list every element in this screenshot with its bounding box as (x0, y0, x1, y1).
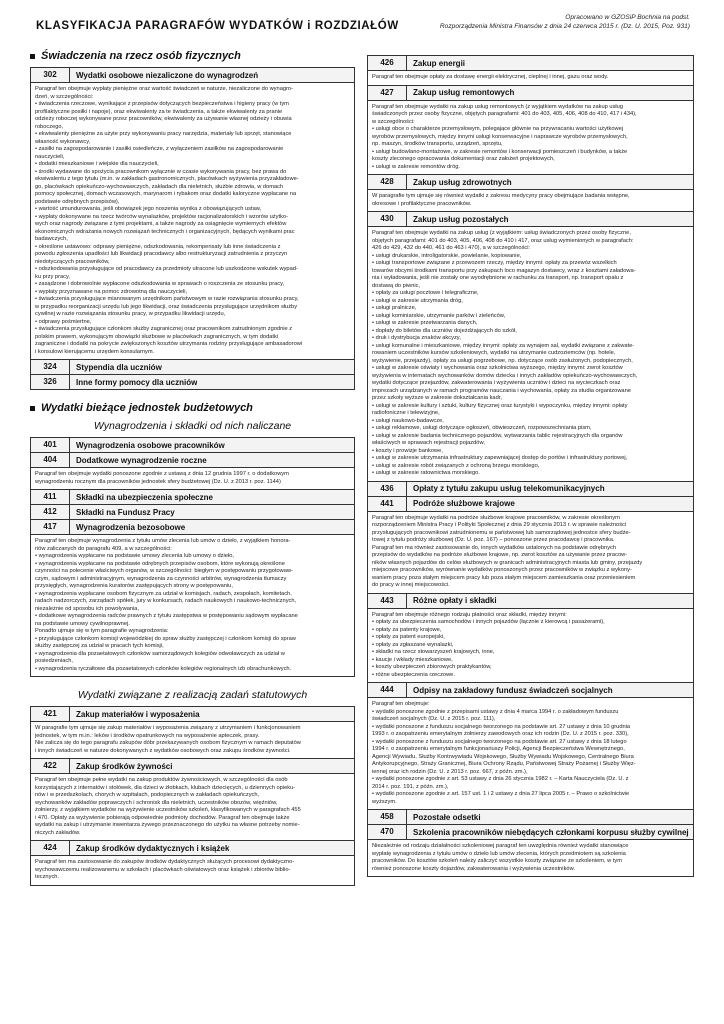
description-line: • opłaty za ubezpieczenia samochodów i innych pojazdów (łącznie z kierowcą i pasażerami), (372, 619, 605, 625)
description-line: korzystających z internatów i stołówek, dla dzieci w żłobkach, klubach dziecięcych, u dziennych opieku- (35, 784, 296, 791)
paragraph-code: 441 (368, 497, 407, 511)
description-line: • usługi komunalne i mieszkaniowe, między innymi: opłaty za wynajem sal, wydatki związane z zakwate- (372, 342, 635, 349)
paragraph-code: 436 (368, 482, 407, 496)
paragraph-code: 401 (31, 438, 70, 452)
description-line: rowaniem uczestników kursów szkoleniowych, wydatki na utrzymanie cudzoziemców (np. hotele, (372, 350, 616, 356)
description-line: nia i wyładowania, jeśli nie zostały one wyodrębnione w rachunku za transport, np. transport opału z (372, 275, 624, 281)
description-line: nauczycieli, (35, 153, 65, 160)
paragraph-name: Zakup środków dydaktycznych i książek (76, 843, 230, 853)
description-line: • usługi naukowo-badawcze, (372, 417, 444, 424)
paragraph-code: 302 (31, 68, 70, 82)
description-line: przysięgłych, wynagrodzenia kuratorów zastępujących strony w postępowaniu, (35, 583, 233, 589)
description-line: Nie zalicza się do tego paragrafu zakupów dóbr przekazywanych osobom fizycznym w ramach deputatów (35, 740, 301, 746)
description-line: czym, sądowym i administracyjnym, wynagrodzenia za czynności arbitrów, wynagrodzenia tłumaczy (35, 575, 287, 582)
paragraph-description (30, 534, 355, 677)
description-line: • wydatki ponoszone z funduszu socjalnego tworzonego na podstawie art. 27 ustawy z dnia 10 grudnia (372, 723, 631, 730)
paragraph-code: 426 (368, 56, 407, 70)
paragraph-description (30, 773, 355, 841)
description-line: przez szkoły wyższe w zakresie dokształcania kadr, (372, 395, 502, 401)
description-line: • usługi w zakresie remontów dróg. (372, 163, 460, 170)
paragraph-code: 421 (31, 707, 70, 721)
paragraph-code: 424 (31, 841, 70, 855)
description-line: Paragraf ten obejmuje wypłaty pieniężne oraz wartość świadczeń w naturze, niezaliczone do wynagro- (35, 86, 293, 92)
description-line: ników własnych pojazdów do celów służbowych w granicach administracyjnych miasta lub gminy, przejazdy (372, 559, 643, 566)
description-line: wyższym. (372, 798, 397, 805)
header-note (440, 14, 690, 31)
description-line: wypłatę wynagrodzenia z tytułu umów o dzieło lub umów zlecenia, których przedmiotem są szkolenia (372, 850, 626, 857)
description-line: Paragraf ten obejmuje pełne wydatki na zakup produktów żywnościowych, w szczególności dla osób (35, 777, 288, 783)
description-line: iennej oraz ich rodzin (Dz. U. z 2013 r. poz. 667, z późn. zm.), (372, 768, 528, 775)
description-line: wychowawczemu realizowanemu w szkołach i placówkach oświatowych oraz książek i zbiorów biblio- (35, 866, 291, 873)
description-line: służby zastępczej za udział w pracach tych komisji, (35, 643, 164, 649)
paragraph-row-302 (30, 67, 355, 83)
description-line: • usługi w zakresie utrzymania infrastruktury zapewniającej dostęp do portów i infrastruktury portowej, (372, 455, 628, 461)
description-line: cywilnej w razie rozwiązania stosunku pracy, w przypadku likwidacji urzędu, (35, 311, 226, 317)
description-line: • usługi drukarskie, introligatorskie, powielanie, kopiowanie, (372, 252, 522, 259)
paragraph-name: Zakup usług remontowych (413, 88, 515, 97)
paragraph-name: Pozostałe odsetki (413, 812, 481, 822)
paragraph-row-443 (367, 593, 694, 609)
description-line: nów i w przedszkolach, chorych w szpitalach, podopiecznych w zakładach opiekuńczych, (35, 792, 260, 798)
paragraph-name: Składki na Fundusz Pracy (76, 507, 175, 517)
paragraph-code: 470 (368, 825, 407, 839)
paragraph-description (367, 226, 694, 482)
description-line: wydatki na zakup i utrzymanie inwentarza żywego przeznaczonego do użytku na własne potrzeby nomie- (35, 822, 300, 828)
description-line: czynności na polecenie właściwych organów, w szczególności: biegłym w postępowaniu przygotowaw- (35, 568, 293, 574)
paragraph-description (367, 70, 694, 86)
description-line: Paragraf ten obejmuje opłaty za dostawę energii elektrycznej, cieplnej i innej, gazu oraz wody. (372, 74, 609, 80)
description-line: • wynagrodzenia wypłacane osobom fizycznym za udział w komisjach, radach, zespołach, komitetach, (35, 590, 292, 597)
description-line: Paragraf ten obejmuje wydatki na zakup usług remontowych (z wyjątkiem wydatków na zakup usług (372, 103, 624, 110)
paragraph-row-436 (367, 481, 694, 497)
description-line: go, placówkach opiekuńczo-wychowawczych, zakładach dla nieletnich, służbie zdrowia, w domach (35, 183, 284, 190)
description-line: • usługi budowlano-montażowe, w zakresie remontów i konserwacji pomieszczeń i budynków, a także (372, 148, 628, 155)
paragraph-name: Stypendia dla uczniów (76, 362, 162, 372)
paragraph-row-458 (367, 809, 694, 825)
description-line: okresowe i profilaktyczne pracowników. (372, 200, 472, 207)
description-line: • opłaty za usługi pocztowe i telegraficzne, (372, 290, 479, 296)
description-line: waniem pracy poza stałym miejscem pracy lub poza stałym miejscem zamieszkania oraz przeniesieniem (372, 574, 636, 581)
paragraph-description (367, 189, 694, 212)
description-line: 2014 r. poz. 191, z późn. zm.), (372, 783, 449, 790)
description-line: Ponadto ujmuje się w tym paragrafie wynagrodzenia: (35, 628, 169, 634)
description-line: ekonomicznych wdrażania nowych rozwiązań technicznych i organizacyjnych, będących wynikami prac (35, 228, 295, 235)
description-line: • odszkodowania przysługujące od pracodawcy za przedmioty utracone lub uszkodzone wskutek wypad- (35, 266, 298, 272)
description-line: wyżywienia w internatach wychowanków domów dziecka i innych zakładów opiekuńczo-wychowawczych, (372, 372, 638, 379)
paragraph-name: Podróże służbowe krajowe (413, 499, 515, 508)
description-line: świadczonych przez osoby fizyczne, objętych paragrafami: 401 do 403, 405, 406, 408 do 410, 417 i 434), (372, 111, 637, 117)
description-line: powodu zgłoszenia upadłości lub likwidacji pracodawcy albo restrukturyzacji zatrudnienia z przyczyn (35, 251, 288, 257)
paragraph-row-324 (30, 359, 355, 375)
description-line: wych oraz nagrody związane z tymi projektami, a także nagrody za osiągnięcie wymiernych efektów (35, 221, 287, 227)
section-title: Świadczenia na rzecz osób fizycznych (41, 50, 241, 62)
paragraph-name: Inne formy pomocy dla uczniów (76, 377, 198, 387)
description-line: podstawie odrębnych przepisów), (35, 198, 120, 205)
paragraph-description (30, 855, 355, 886)
description-line: • odprawy pośmiertne, (35, 318, 92, 325)
paragraph-row-427 (367, 85, 694, 101)
description-line: • ekwiwalenty pieniężne za użyte przy wykonywaniu pracy narzędzia, materiały lub sprzęt, stanowiące (35, 131, 292, 137)
description-line: Paragraf ten obejmuje wydatki na podróże służbowe krajowe pracowników, w zakresie określonym (372, 514, 620, 521)
paragraph-code: 422 (31, 759, 70, 773)
paragraph-description (367, 608, 694, 684)
description-line: profilaktyczne posiłki i napoje), oraz ekwiwalenty za te świadczenia, a także ekwiwalenty za pranie (35, 108, 283, 115)
header-note-line1: Opracowano w GZOSiP Bochnia na podst. (565, 14, 690, 21)
paragraph-row-441 (367, 496, 694, 512)
description-line: w szczególności: (372, 118, 415, 125)
paragraph-name: Opłaty z tytułu zakupu usług telekomunikacyjnych (413, 484, 605, 493)
description-line: dostawą do piwnic, (372, 282, 421, 289)
description-line: Paragraf ten ma również zastosowanie do, innych wydatków ustalonych na podstawie odrębnych (372, 544, 617, 551)
paragraph-description (30, 467, 355, 490)
description-line: • usługi transportowe związane z przewozem rzeczy, między innymi: opłaty za przewóz wszelkich (372, 260, 617, 266)
description-line: imprezach urządzanych w ramach programów nauczania i wychowania, opłaty za studia organizowane (372, 387, 631, 394)
paragraph-name: Odpisy na zakładowy fundusz świadczeń socjalnych (413, 685, 613, 695)
description-line: pomocy społecznej, domach wczasowych, marynarom i rybakom oraz dodatki kaloryczne wypłacane na (35, 191, 297, 197)
paragraph-code: 428 (368, 175, 407, 189)
paragraph-code: 444 (368, 683, 407, 697)
paragraph-code: 427 (368, 86, 407, 100)
paragraph-code: 443 (368, 594, 407, 608)
description-line: • wydatki ponoszone z funduszu socjalnego tworzonego na podstawie art. 27 ustawy z dnia 18 lutego (372, 738, 627, 745)
paragraph-name: Wydatki osobowe niezaliczone do wynagrodzeń (76, 70, 259, 80)
paragraph-row-326 (30, 374, 355, 390)
description-line: ekwiwalentu z tego tytułu (m.in. w zakładach gastronomicznych, placówkach wyżywienia przyzakładowe- (35, 176, 299, 182)
paragraph-name: Zakup środków żywności (76, 761, 173, 771)
description-line: Paragraf ten obejmuje wydatki na zakup usług (z wyjątkiem: usług świadczonych przez osoby fizyczne, (372, 230, 631, 236)
description-line: wydatki dotyczące przejazdów, zakwaterowania i wyżywienia uczniów i dzieci na wycieczkach oraz (372, 380, 621, 386)
description-line: • przysługujące członkom komisji wojewódzkiej do spraw służby zastępczej i członkom komisji do spraw (35, 635, 296, 642)
description-line: • środki wydawane do spożycia pracownikom wyłącznie w czasie wykonywania pracy, bez prawa do (35, 168, 287, 175)
paragraph-name: Dodatkowe wynagrodzenie roczne (76, 455, 207, 465)
square-bullet-icon (30, 406, 35, 411)
description-line: na podstawie umowy cywilnoprawnej. (35, 620, 130, 627)
description-line: • usługi pralnicze, (372, 305, 417, 311)
description-line: zagraniczne i dodatki na pokrycie zwiększonych kosztów utrzymania rodziny przysługujące ambasadorowi (35, 341, 303, 347)
section-group (30, 67, 355, 390)
description-line: radach nadzorczych, zarządach spółek, jury w konkursach, radach naukowych i naukowo-technicznych, (35, 598, 297, 604)
section-group (30, 437, 355, 677)
description-line: • wynagrodzenia wypłacane na podstawie odrębnych przepisów osobom, które wykonują określone (35, 560, 285, 567)
description-line: 426 do 429, 432 do 440, 461 do 463 i 470), a w szczególności: (372, 245, 531, 251)
description-line: • składki na rzecz stowarzyszeń krajowych, inne, (372, 649, 495, 655)
description-line: do pracy w innej miejscowości. (372, 582, 450, 588)
description-line: • wynagrodzenia dla pozaetatowych członków samorządowych kolegiów odwoławczych za udział w (35, 650, 285, 657)
description-line: wynagrodzeniu rocznym dla pracowników jednostek sfery budżetowej (Dz. U. z 2013 r. poz. 1144) (35, 478, 281, 485)
description-line: i 470. Opłaty za wyżywienie pobierają odpowiednie podmioty dochodów. Paragraf ten obejmuje także (35, 814, 290, 821)
description-line: • kaucje i wkłady mieszkaniowe, (372, 656, 453, 663)
paragraph-row-417 (30, 519, 355, 535)
paragraph-description (30, 82, 355, 360)
description-line: również ponoszone koszty dojazdów, zakwaterowania i wyżywienia uczestników. (372, 865, 575, 872)
paragraph-name: Zakup materiałów i wyposażenia (76, 709, 200, 719)
description-line: • określone ustawowo: odprawy pieniężne, odszkodowania, rekompensaty lub inne świadczenia z (35, 243, 281, 250)
description-line: odzieży roboczej wykonywane przez pracowników, ekwiwalenty za używanie własnej odzieży i obuwia (35, 116, 292, 122)
description-line: • wydatki ponoszone zgodnie z art. 53 ustawy z dnia 26 stycznia 1982 r. – Karta Nauczyciela (Dz. U. z (372, 776, 629, 782)
paragraph-name: Szkolenia pracowników niebędących członkami korpusu służby cywilnej (413, 827, 689, 837)
section-heading (30, 400, 355, 416)
description-line: właściwych w sprawach rejestracji pojazdów, (372, 440, 485, 446)
paragraph-name: Składki na ubezpieczenia społeczne (76, 492, 213, 502)
description-line: • opłaty za zgłaszane wynalazki, (372, 641, 454, 648)
paragraph-row-470 (367, 824, 694, 840)
paragraph-name: Zakup usług pozostałych (413, 214, 509, 224)
section-subtitle: Wydatki związane z realizacją zadań statutowych (77, 689, 308, 701)
description-line: roboczego, (35, 123, 64, 130)
description-line: i konsulowi kierującemu urzędem konsularnym. (35, 348, 155, 355)
description-line: • wartość umundurowania, jeśli obowiązek jego noszenia wynika z obowiązujących ustaw, (35, 206, 262, 212)
paragraph-row-422 (30, 758, 355, 774)
section-heading (30, 48, 355, 64)
description-line: wychowanków zakładów poprawczych i schronisk dla nieletnich, uczestników obozów, więźniów, (35, 799, 278, 806)
description-line: 1993 r. o zaopatrzeniu emerytalnym żołnierzy zawodowych oraz ich rodzin (Dz. U. z 2015 r. poz. 330), (372, 731, 629, 737)
description-line: przysługujących pracownikowi zatrudnionemu w państwowej lub samorządowej jednostce sfery budże- (372, 529, 631, 536)
paragraph-row-444 (367, 682, 694, 698)
description-line: • wypłaty przyznawane na pomoc zdrowotną dla nauczycieli, (35, 288, 188, 295)
paragraph-row-404 (30, 452, 355, 468)
description-line: • wydatki ponoszone zgodnie z przepisami ustawy z dnia 4 marca 1994 r. o zakładowym funduszu (372, 708, 619, 715)
description-line: • opłaty za patent europejski, (372, 634, 445, 640)
section-group (30, 706, 355, 886)
paragraph-name: Wynagrodzenia bezosobowe (76, 522, 186, 532)
description-line: przepisów do wydatków na podróże służbowe krajowe, np. zwrot kosztów za używanie przez pracow- (372, 552, 628, 558)
description-line: • usługi w zakresie utrzymania dróg, (372, 297, 463, 304)
description-line: W paragrafie tym ujmuje się również wydatki z zakresu medycyny pracy obejmujące badania wstępne, (372, 193, 630, 199)
paragraph-row-428 (367, 174, 694, 190)
description-line: • wynagrodzenia wypłacane na podstawie umowy zlecenia lub umowy o dzieło, (35, 553, 234, 559)
section-subtitle: Wynagrodzenia i składki od nich naliczane (93, 420, 292, 432)
description-line: • świadczenia rzeczowe, wynikające z przepisów dotyczących bezpieczeństwa i higieny pracy (w tym (35, 101, 289, 107)
page-title: KLASYFIKACJA PARAGRAFÓW WYDATKÓW i ROZDZIAŁÓW (36, 20, 399, 32)
section-group (367, 55, 694, 877)
description-line: 1994 r. o zaopatrzeniu emerytalnym funkcjonariuszy Policji, Agencji Bezpieczeństwa Wewnętrznego, (372, 746, 625, 752)
description-line: • zasądzone i dobrowolnie wypłacone odszkodowania w sprawach o roszczenia ze stosunku pracy, (35, 281, 285, 287)
description-line: • usługi w zakresie robót związanych z ochroną brzegu morskiego, (372, 462, 540, 469)
description-line: • usługi w zakresie kultury i sztuki, kultury fizycznej oraz turystyki i wypoczynku, między innymi: opłaty (372, 402, 628, 409)
description-line: Antykorupcyjnego, Straży Granicznej, Biura Ochrony Rządu, Państwowej Straży Pożarnej i Służby Więz- (372, 761, 636, 767)
description-line: • dodatki mieszkaniowe i wiejskie dla nauczycieli, (35, 161, 159, 167)
description-line: • wypłaty dokonywane na rzecz twórców wynalazków, projektów racjonalizatorskich i wzorów użytko- (35, 213, 288, 220)
description-line: • usługi w zakresie ratownictwa morskiego. (372, 470, 480, 476)
paragraph-code: 404 (31, 453, 70, 467)
description-line: riów zaliczanych do paragrafu 409, a w szczególności: (35, 545, 172, 552)
description-line: tecznych. (35, 874, 60, 880)
description-line: np. maszyn, środków transportu, urządzeń, sprzętu, (372, 141, 503, 147)
paragraph-row-424 (30, 840, 355, 856)
description-line: • usługi reklamowe, usługi dotyczące ogłoszeń, obwieszczeń, rozpowszechniania pism, (372, 425, 592, 431)
description-line: Niezależnie od rodzaju działalności szkoleniowej paragraf ten uwzględnia również wydatki stanowiące (372, 843, 629, 849)
left-column (30, 48, 355, 886)
description-line: Paragraf ten obejmuje różnego rodzaju płatności oraz składki, między innymi: (372, 611, 567, 618)
description-line: • wynagrodzenia ryczałtowe dla pozaetatowych członków kolegiów regionalnych izb obrachunkowych. (35, 665, 292, 672)
description-line: • usługi w zakresie badania technicznego pojazdów, wytwarzania tablic rejestracyjnych dla organów (372, 432, 623, 439)
description-line: dzeń, w szczególności: (35, 93, 94, 100)
right-column (367, 56, 694, 877)
paragraph-code: 430 (368, 212, 407, 226)
description-line: niczych zakładów. (35, 829, 81, 836)
description-line: • koszty i prowizje bankowe, (372, 447, 443, 454)
paragraph-row-421 (30, 706, 355, 722)
paragraph-description (30, 721, 355, 759)
description-line: • dodatkowe wynagrodzenia radców prawnych z tytułu zastępstwa w postępowaniu sądowym wypłacane (35, 613, 298, 619)
paragraph-code: 458 (368, 810, 407, 824)
paragraph-code: 417 (31, 520, 70, 534)
description-line: • opłaty za patenty krajowe, (372, 626, 442, 633)
description-line: • usługi w zakresie przetwarzania danych, (372, 320, 478, 326)
paragraph-name: Różne opłaty i składki (413, 596, 497, 605)
description-line: • zasiłki na zagospodarowanie i zasiłki osiedleńcze, z wyłączeniem zasiłków na zagospodarowanie (35, 146, 284, 152)
description-line: i innych świadczeń w naturze dokonywanych z wydatków osobowych oraz zakupu środków żywności. (35, 747, 291, 754)
description-line: towarów obcymi środkami transportu przy zakupach loco magazyn dostawcy, wraz z kosztami załadowa- (372, 267, 636, 274)
description-line: niedotyczących pracowników, (35, 258, 110, 265)
description-line: badawczych, (35, 236, 68, 242)
paragraph-description (367, 100, 694, 176)
paragraph-name: Zakup usług zdrowotnych (413, 177, 512, 187)
description-line: • usługi w zakresie oświaty i wychowania oraz szkolnictwa wyższego, między innymi: zwrot kosztów (372, 365, 623, 371)
paragraph-name: Wynagrodzenia osobowe pracowników (76, 440, 225, 450)
description-line: • usługi obce o charakterze przemysłowym, polegające głównie na przywracaniu wartości użytkowej (372, 126, 624, 132)
section-title: Wydatki bieżące jednostek budżetowych (41, 402, 253, 414)
description-line: miejscowe pracowników, wyrównanie wydatków ponoszonych przez pracowników w związku z wykony- (372, 567, 632, 573)
description-line: Agencji Wywiadu, Służby Kontrwywiadu Wojskowego, Służby Wywiadu Wojskowego, Centralnego Biura (372, 753, 634, 760)
paragraph-description (367, 697, 694, 810)
description-line: • druk i dystrybucja znaków akcyzy, (372, 335, 461, 341)
square-bullet-icon (30, 54, 35, 59)
description-line: jednostek, w tym m.in.: leków i środków opatrunkowych na wyposażenie apteczek, prasy. (35, 732, 260, 739)
description-line: rozporządzeniem Ministra Pracy i Polityki Społecznej z dnia 29 stycznia 2013 r. w sprawie należności (372, 522, 627, 528)
paragraph-code: 411 (31, 490, 70, 504)
description-line: • koszty ubezpieczeń zbiorowych praktykantów, (372, 664, 492, 670)
paragraph-code: 326 (31, 375, 70, 389)
description-line: w przypadku reorganizacji urzędu lub jego likwidacji, oraz świadczenia przysługujące urzędnikom służby (35, 303, 298, 310)
description-line: żołnierzy, z wyjątkiem wydatków na wyżywienie uczestników szkoleń, klasyfikowanych w paragrafach 455 (35, 807, 301, 813)
description-line: niezależnie od sposobu ich powoływania, (35, 605, 140, 612)
paragraph-name: Zakup energii (413, 58, 466, 68)
description-line: • świadczenia przysługujące członkom służby zagranicznej oraz pracownikom zatrudnionym zgodnie z (35, 326, 293, 332)
paragraph-code: 324 (31, 360, 70, 374)
description-line: wyżywienie, przejazdy), opłaty za usługi pogrzebowe, np. dotyczące osób zasłużonych, podopiecznych, (372, 357, 633, 364)
description-line: własność wykonawcy, (35, 138, 91, 145)
paragraph-row-401 (30, 437, 355, 453)
description-line: Paragraf ten obejmuje wydatki ponoszone zgodnie z ustawą z dnia 12 grudnia 1997 r. o dodatkowym (35, 471, 289, 477)
header-note-line2: Rozporządzenia Ministra Finansów z dnia 24 czerwca 2015 r. (Dz. U. 2015, Poz. 931) (439, 22, 690, 30)
paragraph-row-412 (30, 504, 355, 520)
description-line: Paragraf ten obejmuje wynagrodzenia z tytułu umów zlecenia lub umów o dzieło, z wyjątkiem honora- (35, 538, 291, 544)
description-line: pracowników. Do kosztów szkoleń należy zaliczyć wszystkie koszty związane ze szkoleniem, w tym (372, 858, 623, 864)
description-line: Paragraf ten obejmuje: (372, 701, 430, 707)
description-line: świadczeń socjalnych (Dz. U. z 2015 r. poz. 111), (372, 716, 496, 722)
description-line: • świadczenia przysługujące mianowanym urzędnikom państwowym w razie rozwiązania stosunku pracy, (35, 296, 299, 302)
paragraph-row-411 (30, 489, 355, 505)
description-line: ku przy pracy, (35, 273, 70, 280)
description-line: polskim prawem, wykonującym obowiązki służbowe w placówkach zagranicznych, w tym dodatki (35, 333, 279, 340)
description-line: • wydatki ponoszone zgodnie z art. 157 ust. 1 i 2 ustawy z dnia 27 lipca 2005 r. – Prawo o szkolnictwie (372, 791, 630, 797)
paragraph-description (367, 511, 694, 594)
description-line: posiedzeniach, (35, 658, 73, 664)
description-line: objętych paragrafami: 401 do 403, 405, 406, 408 do 410 i 417, oraz usług wymienionych w paragrafach: (372, 237, 634, 244)
description-line: • usługi kominiarskie, utrzymanie parków i zieleńców, (372, 312, 506, 319)
paragraph-description (367, 839, 694, 877)
description-line: towej z tytułu podróży służbowej (Dz. U. poz. 167) – ponoszone przez pracodawcę i pracownika. (372, 537, 615, 543)
description-line: Paragraf ten ma zastosowanie do zakupów środków dydaktycznych służących procesowi dydaktyczno- (35, 859, 295, 865)
description-line: radiofoniczne i telewizyjne, (372, 410, 440, 416)
description-line: wyrobów przemysłowych, między innymi usługi konserwacyjne i naprawcze wyrobów przemysłowych, (372, 133, 628, 140)
description-line: W paragrafie tym ujmuje się zakup materiałów i wyposażenia związany z utrzymaniem i funkcjonowaniem (35, 725, 301, 731)
description-line: koszty zleconego opracowania dokumentacji oraz założeń projektowych, (372, 156, 555, 162)
description-line: • różne ubezpieczenia rzeczowe. (372, 671, 455, 678)
description-line: • dopłaty do biletów dla uczniów dojeżdżających do szkół, (372, 327, 517, 334)
paragraph-row-426 (367, 55, 694, 71)
paragraph-row-430 (367, 211, 694, 227)
paragraph-code: 412 (31, 505, 70, 519)
